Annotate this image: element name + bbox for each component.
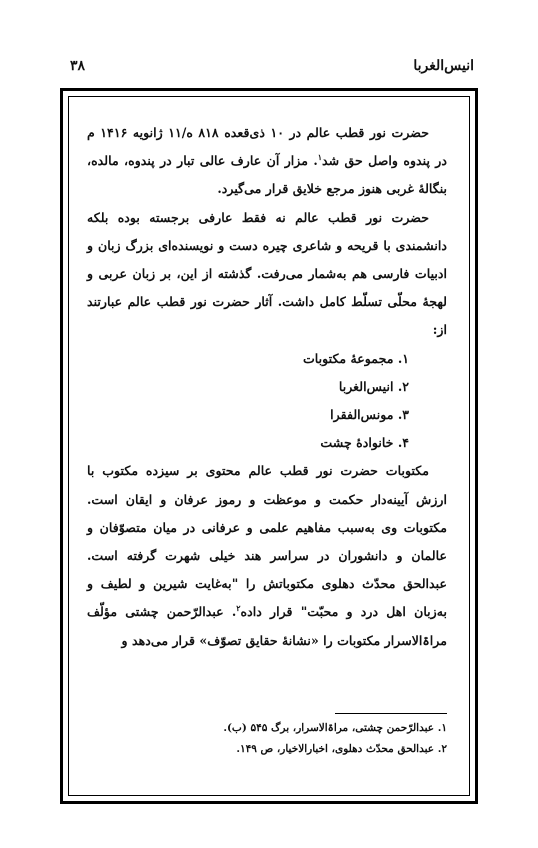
footnote-mark-1: ۱ — [317, 152, 323, 163]
body-text — [87, 119, 447, 655]
footnote-mark-2: ۲ — [236, 603, 241, 614]
paragraph-3-text: مکتوبات حضرت نور قطب عالم محتوی بر سیزده مکتوب با ارزش آیینه‌دار حکمت و موعظت و رموز عرفان و ایقان است. مکتوبات وی به‌سبب مفاهیم علمی و عرفانی در میان متصوّفان و عالمان و دانشوران در سراسر هند خیلی شهرت گرفته است. عبدالحق محدّث دهلوی مکتوباتش را "به‌غایت شیرین و لطیف و به‌زبان اهل درد و محبّت" قرار داده — [87, 463, 448, 620]
page-frame-inner — [68, 96, 470, 796]
list-item: ۴. خانوادهٔ چشت — [320, 435, 409, 451]
footnote-2: ۲. عبدالحق محدّث دهلوی، اخبارالاخیار، ص ۱۴۹. — [236, 743, 447, 755]
footnotes — [87, 713, 447, 760]
list-item: ۲. انیس‌الغربا — [338, 378, 409, 394]
paragraph-3 — [87, 457, 447, 654]
list-item: ۳. مونس‌الفقرا — [330, 407, 409, 423]
footnote-1: ۱. عبدالرّحمن چشتی، مراۃالاسرار، برگ ۵۴۵ (ب). — [223, 722, 447, 734]
paragraph-1 — [87, 119, 447, 204]
paragraph-1-end: . مزار آن عارف عالی تبار در پندوه، مالده، بنگالهٔ غربی هنوز مرجع خلایق قرار می‌گیرد. — [87, 153, 447, 197]
paragraph-3-end: . عبدالرّحمن چشتی مؤلّف مراۃالاسرار مکتوبات را «نشانهٔ حقایق تصوّف» قرار می‌دهد و — [87, 604, 447, 648]
list-item: ۱. مجموعهٔ مکتوبات — [302, 350, 409, 366]
running-title: انیس‌الغربا — [413, 58, 474, 74]
page-frame — [60, 88, 478, 804]
paragraph-1-text: حضرت نور قطب عالم در ۱۰ ذی‌قعده ۸۱۸ ه/۱۱ ژانویه ۱۴۱۶ م در پندوه واصل حق شد — [87, 125, 447, 169]
page-number: ۳۸ — [70, 58, 86, 74]
works-list — [87, 345, 447, 458]
page-header — [64, 58, 474, 80]
footnote-divider — [335, 713, 447, 714]
paragraph-2: حضرت نور قطب عالم نه فقط عارفی برجسته بوده بلکه دانشمندی با قریحه و شاعری چیره دست و نویسنده‌ای بزرگ زبان و ادبیات فارسی هم به‌شمار می‌رفت. گذشته از این، بر زبان عربی و لهجهٔ محلّی تسلّط کامل داشت. آثار حضرت نور قطب عالم عبارتند از: — [87, 209, 447, 338]
